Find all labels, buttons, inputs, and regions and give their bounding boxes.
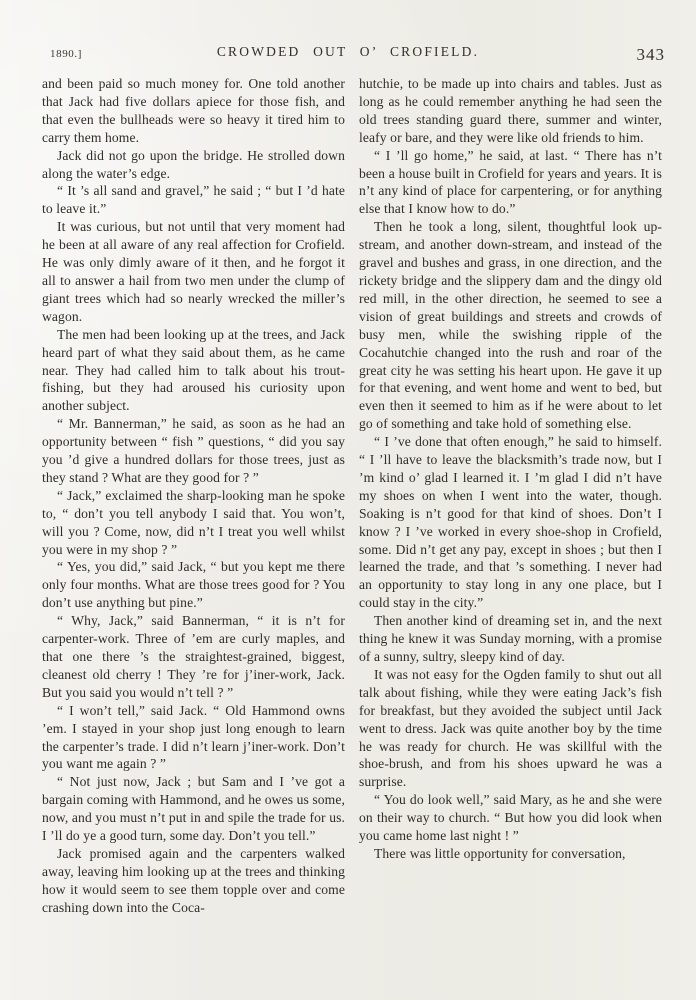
paragraph: There was little opportunity for conversation, (374, 845, 626, 861)
paragraph: “ Jack,” exclaimed the sharp-looking man he spoke to, “ don’t you tell anybody I said that. You won’t, will you ? Come, now, did n’t I treat you well whilst you were in my shop ? ” (42, 487, 345, 557)
paragraph: “ Not just now, Jack ; but Sam and I ’ve got a bargain coming with Hammond, and he owes us some, now, and you must n’t put in and spile the trade for us. I ’ll do ye a good turn, some day. Don’t you tell.” (42, 774, 345, 844)
left-column (42, 75, 345, 917)
running-head (0, 0, 696, 66)
issue-date: 1890.] (50, 48, 83, 60)
page-number: 343 (636, 45, 665, 64)
paragraph: “ I ’ll go home,” he said, at last. “ There has n’t been a house built in Crofield for years and years. It is n’t any kind of place for carpentering, or for anything else that I know how to do.” (359, 147, 662, 217)
paragraph: It was not easy for the Ogden family to shut out all talk about fishing, while they were eating Jack’s fish for breakfast, but they avoided the subject until Jack went to dress. Jack was quite another boy by the time he was ready for church. He was skillful with the shoe-brush, and from his shoes upward he was a surprise. (359, 666, 662, 790)
page-body (0, 66, 696, 917)
paragraph: “ Yes, you did,” said Jack, “ but you kept me there only four months. What are those trees good for ? You don’t use anything but pine.” (42, 559, 345, 611)
paragraph: “ It ’s all sand and gravel,” he said ; “ but I ’d hate to leave it.” (42, 183, 345, 217)
paragraph: The men had been looking up at the trees, and Jack heard part of what they said about them, as he came near. They had called him to talk about his trout-fishing, but they had aroused his curiosity upon another subject. (42, 326, 345, 414)
running-title: CROWDED OUT O’ CROFIELD. (216, 44, 480, 59)
paragraph: “ Mr. Bannerman,” he said, as soon as he had an opportunity between “ fish ” questions, “ did you say you ’d give a hundred dollars for those trees, just as they stand ? What are they good for ? ” (42, 416, 345, 485)
paragraph: It was curious, but not until that very moment had he been at all aware of any real affection for Crofield. He was only dimly aware of it then, and he forgot it all to answer a hail from two men under the clump of giant trees which had so nearly wrecked the miller’s wagon. (42, 219, 345, 324)
right-column (359, 75, 662, 917)
paragraph: Then he took a long, silent, thoughtful look up-stream, and another down-stream, and instead of the gravel and bushes and grass, in one direction, and the rickety bridge and the slippery dam and the dingy old red mill, in the other direction, he seemed to see a vision of great buildings and streets and crowds of busy men, while the swishing ripple of the Cocahutchie changed into the rush and roar of the great city he was setting his heart upon. He gave it up for that evening, and went home and went to bed, but even then it seemed to him as if he were about to let go of something and take hold of something else. (359, 219, 662, 432)
paragraph: Then another kind of dreaming set in, and the next thing he knew it was Sunday morning, with a promise of a sunny, sultry, sleepy kind of day. (359, 613, 662, 664)
paragraph: and been paid so much money for. One told another that Jack had five dollars apiece for those fish, and that even the bullheads were so heavy it tired him to carry them home. (42, 76, 345, 145)
paragraph: “ You do look well,” said Mary, as he and she were on their way to church. “ But how you did look when you came home last night ! ” (359, 792, 662, 844)
paragraph: hutchie, to be made up into chairs and tables. Just as long as he could remember anything he had seen the old trees standing guard there, summer and winter, leafy or bare, and they were like old friends to him. (359, 76, 662, 145)
paragraph: “ Why, Jack,” said Bannerman, “ it is n’t for carpenter-work. Three of ’em are curly maples, and that one there ’s the straightest-grained, biggest, cleanest old cherry ! They ’re for j’iner-work, Jack. But you said you would n’t tell ? ” (42, 613, 345, 700)
paragraph: “ I won’t tell,” said Jack. “ Old Hammond owns ’em. I stayed in your shop just long enough to learn the carpenter’s trade. I did n’t learn j’iner-work. Don’t you want me again ? ” (42, 702, 345, 772)
paragraph: Jack did not go upon the bridge. He strolled down along the water’s edge. (42, 147, 345, 181)
paragraph: “ I ’ve done that often enough,” he said to himself. “ I ’ll have to leave the blacksmith’s trade now, but I ’m kind o’ glad I learned it. I ’m glad I did n’t have my shoes on when I went into the water, though. Soaking is n’t good for that kind of shoes. Don’t I know ? I ’ve worked in every shoe-shop in Crofield, some. Did n’t get any pay, except in shoes ; but then I learned the trade, and that ’s something. I never had an opportunity to stay long in any one place, but I could stay in the city.” (359, 434, 662, 611)
paragraph: Jack promised again and the carpenters walked away, leaving him looking up at the trees and thinking how it would seem to see them topple over and come crashing down into the Coca- (42, 845, 345, 915)
